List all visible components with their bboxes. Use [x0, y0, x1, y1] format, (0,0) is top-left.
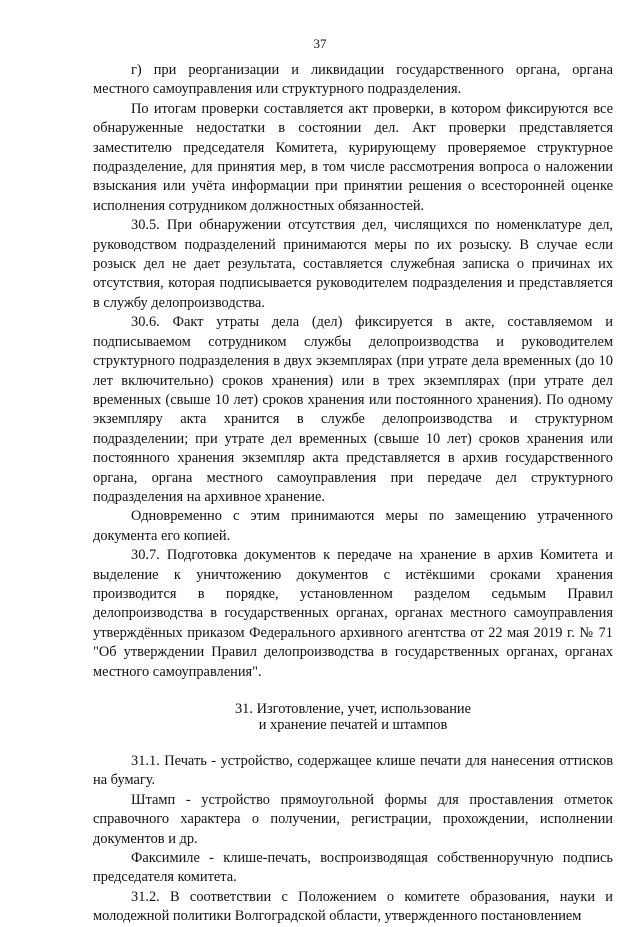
document-body: [93, 61, 613, 927]
paragraph-30-7: 30.7. Подготовка документов к передаче на хранение в архив Комитета и выделение к уничтожению документов с истёкшими сроками хранения производится в порядке, установленном разделом седьмым Правил делопроизводства в государственных органах, органах местного самоуправления утверждённых приказом Федерального архивного агентства от 22 мая 2019 г. № 71 "Об утверждении Правил делопроизводства в государственных органах, органах местного самоуправления".: [93, 547, 613, 680]
paragraph-facsimile: Факсимиле - клише-печать, воспроизводящая собственноручную подпись председателя комитета.: [93, 850, 613, 886]
paragraph-31-1: 31.1. Печать - устройство, содержащее клише печати для нанесения оттисков на бумагу.: [93, 753, 613, 789]
paragraph-copy-replacement: Одновременно с этим принимаются меры по замещению утраченного документа его копией.: [93, 508, 613, 544]
paragraph-30-5: 30.5. При обнаружении отсутствия дел, числящихся по номенклатуре дел, руководством подразделений принимаются меры по их розыску. В случае если розыск дел не дает результата, составляется служебная записка о причинах их отсутствия, которая подписывается руководителем подразделения и представляется в службу делопроизводства.: [93, 217, 613, 311]
paragraph-31-2: 31.2. В соответствии с Положением о комитете образования, науки и молодежной политики Волгоградской области, утвержденного постановлением: [93, 888, 613, 925]
section-heading-line-2: и хранение печатей и штампов: [258, 717, 448, 733]
paragraph-reorganization: г) при реорганизации и ликвидации государственного органа, органа местного самоуправления или структурного подразделения.: [93, 62, 613, 98]
paragraph-inspection-act: По итогам проверки составляется акт проверки, в котором фиксируются все обнаруженные недостатки в состоянии дел. Акт проверки представляется заместителю председателя Комитета, курирующему проверяемое структурное подразделение, для принятия мер, в том числе рассмотрения вопроса о наложении взыскания или учёта информации при принятии решения о всесторонней оценке исполнения сотрудником должностных обязанностей.: [93, 100, 613, 214]
paragraph-stamp: Штамп - устройство прямоугольной формы для проставления отметок справочного характера о получении, регистрации, прохождении, исполнении документов и др.: [93, 791, 613, 847]
section-heading: [93, 701, 613, 733]
page-number: 37: [313, 36, 327, 51]
paragraph-30-6: 30.6. Факт утраты дела (дел) фиксируется в акте, составляемом и подписываемом сотрудником службы делопроизводства и руководителем структурного подразделения в двух экземплярах (при утрате дела временных (до 10 лет включительно) сроков хранения) или в трех экземплярах (при утрате дел временных (свыше 10 лет) сроков хранения или постоянного хранения). По одному экземпляру акта хранится в службе делопроизводства и структурном подразделении; при утрате дел временных (свыше 10 лет) сроков хранения или постоянного хранения экземпляр акта представляется в архив государственного органа, органа местного самоуправления при передаче дел структурного подразделения на архивное хранение.: [93, 314, 613, 505]
section-heading-line-1: 31. Изготовление, учет, использование: [234, 701, 471, 717]
